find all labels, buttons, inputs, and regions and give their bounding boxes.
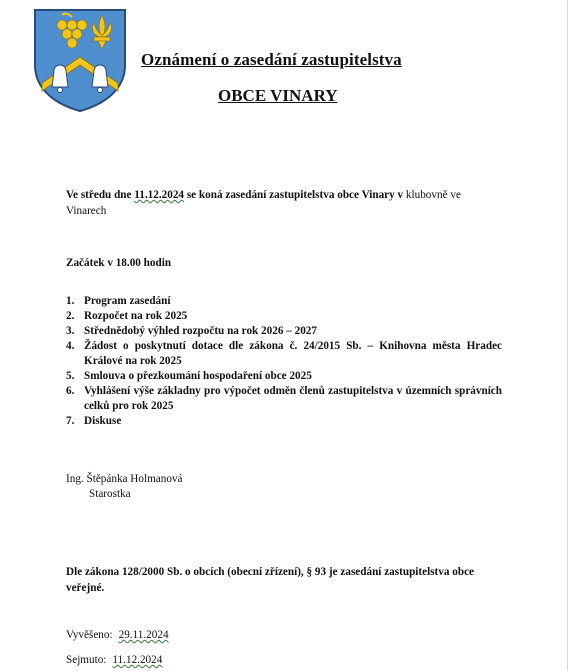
agenda-item: 7. Diskuse — [66, 415, 122, 427]
posted-line — [66, 629, 169, 641]
page-edge — [567, 0, 568, 671]
signatory-name: Ing. Štěpánka Holmanová — [66, 473, 183, 485]
agenda-item: 3. Střednědobý výhled rozpočtu na rok 2026 – 2027 — [66, 325, 317, 337]
removed-date: 11.12.2024 — [112, 654, 163, 666]
meeting-announcement — [66, 187, 502, 219]
agenda-item: 5. Smlouva o přezkoumání hospodaření obce 2025 — [66, 370, 312, 382]
intro-text-part2: se koná zasedání zastupitelstva obce Vinary v — [184, 189, 404, 201]
posted-date: 29.11.2024 — [118, 629, 169, 641]
signatory-role: Starostka — [89, 488, 131, 500]
start-time: Začátek v 18.00 hodin — [66, 257, 172, 269]
coat-of-arms-logo — [32, 7, 128, 113]
agenda-item: 2. Rozpočet na rok 2025 — [66, 310, 188, 322]
agenda-item: 4. Žádost o poskytnutí dotace dle zákona č. 24/2015 Sb. – Knihovna města Hradec Králové na rok 2025 — [66, 340, 502, 367]
document-title: Oznámení o zasedání zastupitelstva — [141, 50, 402, 69]
agenda-list — [66, 294, 502, 429]
removed-label: Sejmuto: — [66, 654, 107, 666]
agenda-item: 6. Vyhlášení výše základny pro výpočet odměn členů zastupitelstva v územních správních celků pro rok 2025 — [66, 385, 502, 412]
intro-text-part3: klubovně ve Vinarech — [66, 189, 461, 217]
municipality-title: OBCE VINARY — [218, 86, 338, 105]
intro-text-part1: Ve středu dne — [66, 189, 135, 201]
meeting-date: 11.12.2024 — [134, 189, 185, 201]
agenda-item: 1. Program zasedání — [66, 295, 171, 307]
posted-label: Vyvěšeno: — [66, 629, 113, 641]
legal-note: Dle zákona 128/2000 Sb. o obcích (obecní zřízení), § 93 je zasedání zastupitelstva obce veřejné. — [66, 566, 475, 594]
removed-line — [66, 654, 162, 666]
